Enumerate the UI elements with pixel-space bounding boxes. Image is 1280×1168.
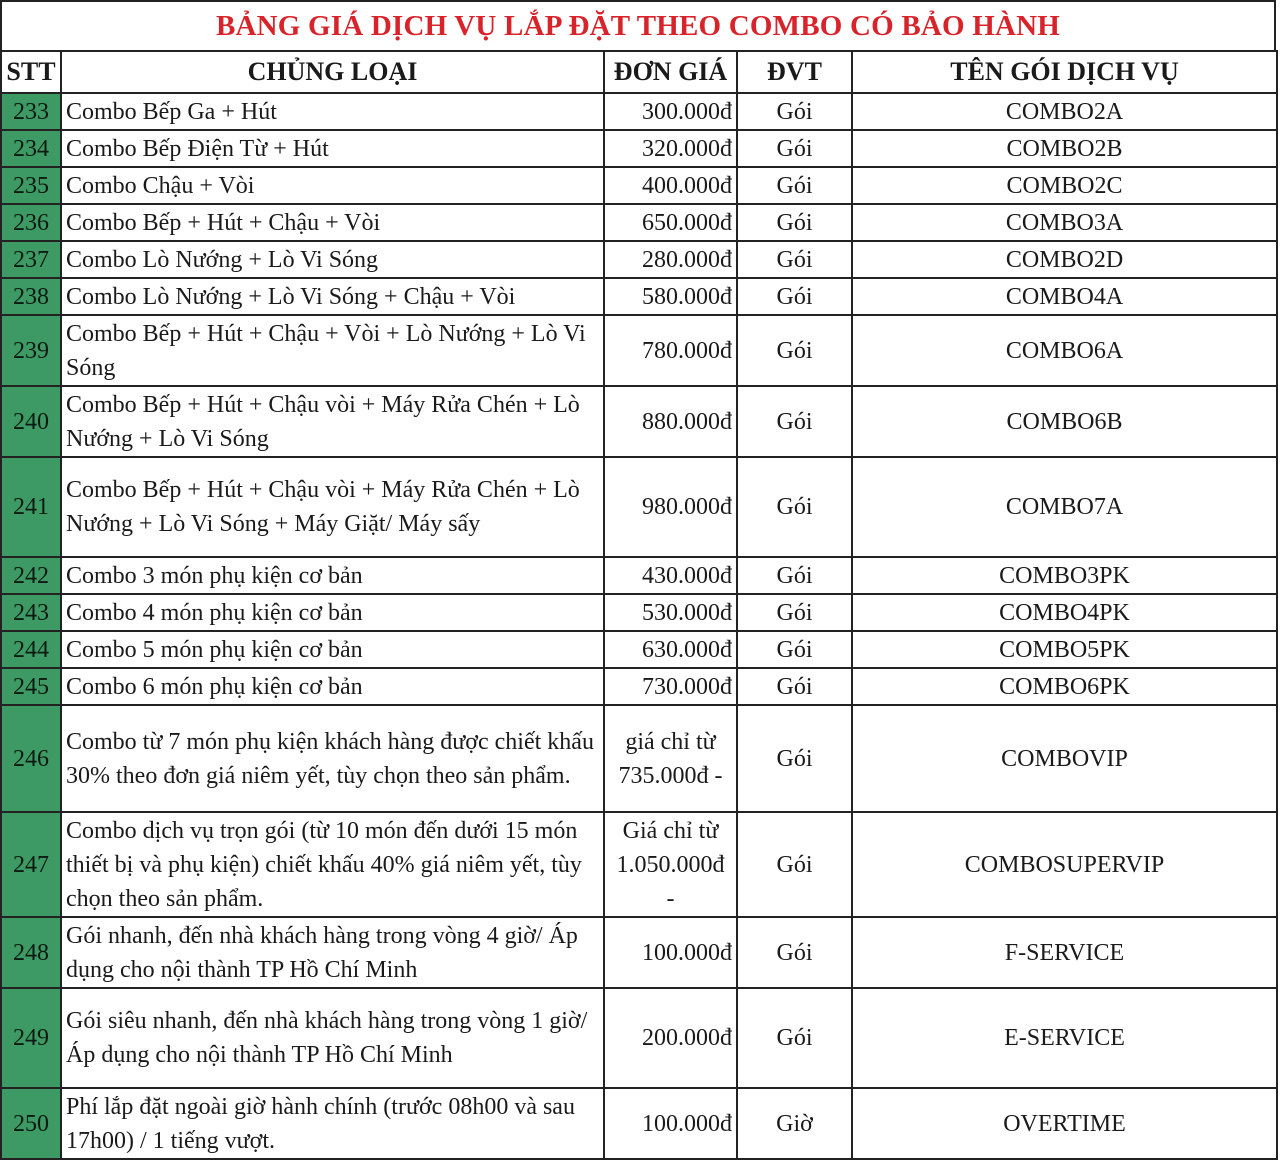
header-unit: ĐVT [737, 51, 852, 93]
row-type: Combo 4 món phụ kiện cơ bản [61, 594, 604, 631]
row-stt: 236 [1, 204, 61, 241]
row-unit: Gói [737, 130, 852, 167]
table-row [1, 315, 1277, 386]
row-unit: Gói [737, 278, 852, 315]
row-price [604, 631, 737, 668]
row-price [604, 93, 737, 130]
price-line: 530.000đ [642, 599, 732, 626]
row-package-code: COMBO4A [852, 278, 1277, 315]
price-table [0, 50, 1278, 1160]
row-type: Combo từ 7 món phụ kiện khách hàng được chiết khấu 30% theo đơn giá niêm yết, tùy chọn theo sản phẩm. [61, 705, 604, 812]
row-type: Combo Bếp Ga + Hút [61, 93, 604, 130]
row-price [604, 167, 737, 204]
table-body [1, 93, 1277, 1159]
table-row [1, 130, 1277, 167]
row-stt: 237 [1, 241, 61, 278]
row-type: Combo Chậu + Vòi [61, 167, 604, 204]
price-line: 580.000đ [642, 283, 732, 310]
row-stt: 247 [1, 812, 61, 917]
row-type: Combo dịch vụ trọn gói (từ 10 món đến dưới 15 món thiết bị và phụ kiện) chiết khấu 40% giá niêm yết, tùy chọn theo sản phẩm. [61, 812, 604, 917]
row-type: Gói nhanh, đến nhà khách hàng trong vòng 4 giờ/ Áp dụng cho nội thành TP Hồ Chí Minh [61, 917, 604, 988]
table-row [1, 668, 1277, 705]
header-row [1, 51, 1277, 93]
price-line: 780.000đ [642, 337, 732, 364]
row-stt: 246 [1, 705, 61, 812]
row-unit: Gói [737, 705, 852, 812]
row-type: Combo Bếp + Hút + Chậu vòi + Máy Rửa Chén + Lò Nướng + Lò Vi Sóng + Máy Giặt/ Máy sấy [61, 457, 604, 557]
row-type: Combo 3 món phụ kiện cơ bản [61, 557, 604, 594]
price-line: 300.000đ [642, 98, 732, 125]
row-type: Phí lắp đặt ngoài giờ hành chính (trước 08h00 và sau 17h00) / 1 tiếng vượt. [61, 1088, 604, 1159]
price-line: giá chỉ từ [625, 728, 716, 755]
row-price [604, 1088, 737, 1159]
header-package: TÊN GÓI DỊCH VỤ [852, 51, 1277, 93]
sheet-title: BẢNG GIÁ DỊCH VỤ LẮP ĐẶT THEO COMBO CÓ BẢO HÀNH [0, 0, 1276, 50]
row-type: Combo Bếp + Hút + Chậu + Vòi [61, 204, 604, 241]
table-row [1, 204, 1277, 241]
row-package-code: COMBO7A [852, 457, 1277, 557]
row-unit: Gói [737, 988, 852, 1088]
header-type: CHỦNG LOẠI [61, 51, 604, 93]
row-package-code: COMBO2D [852, 241, 1277, 278]
row-stt: 238 [1, 278, 61, 315]
row-unit: Gói [737, 386, 852, 457]
row-unit: Gói [737, 917, 852, 988]
table-row [1, 1088, 1277, 1159]
table-row [1, 812, 1277, 917]
price-line: - [666, 885, 675, 912]
row-type: Combo Lò Nướng + Lò Vi Sóng + Chậu + Vòi [61, 278, 604, 315]
price-line: 730.000đ [642, 673, 732, 700]
table-row [1, 167, 1277, 204]
table-row [1, 557, 1277, 594]
table-row [1, 631, 1277, 668]
row-package-code: COMBO6A [852, 315, 1277, 386]
header-stt: STT [1, 51, 61, 93]
price-line: 630.000đ [642, 636, 732, 663]
price-line: 200.000đ [642, 1025, 732, 1051]
row-type: Combo Bếp Điện Từ + Hút [61, 130, 604, 167]
row-price [604, 705, 737, 812]
row-stt: 249 [1, 988, 61, 1088]
row-stt: 243 [1, 594, 61, 631]
row-package-code: E-SERVICE [852, 988, 1277, 1088]
row-stt: 250 [1, 1088, 61, 1159]
row-stt: 233 [1, 93, 61, 130]
row-stt: 240 [1, 386, 61, 457]
row-package-code: COMBO3A [852, 204, 1277, 241]
price-line: 100.000đ [642, 939, 732, 966]
row-type: Combo 5 món phụ kiện cơ bản [61, 631, 604, 668]
price-line: 320.000đ [642, 135, 732, 162]
row-unit: Gói [737, 668, 852, 705]
table-row [1, 386, 1277, 457]
row-type: Gói siêu nhanh, đến nhà khách hàng trong vòng 1 giờ/ Áp dụng cho nội thành TP Hồ Chí Minh [61, 988, 604, 1088]
row-unit: Gói [737, 594, 852, 631]
row-package-code: F-SERVICE [852, 917, 1277, 988]
row-unit: Gói [737, 167, 852, 204]
row-stt: 239 [1, 315, 61, 386]
price-line: 1.050.000đ [616, 851, 725, 878]
row-package-code: COMBOSUPERVIP [852, 812, 1277, 917]
row-stt: 242 [1, 557, 61, 594]
row-price [604, 668, 737, 705]
row-price [604, 812, 737, 917]
row-unit: Gói [737, 631, 852, 668]
price-line: Giá chỉ từ [622, 817, 719, 844]
row-stt: 235 [1, 167, 61, 204]
row-price [604, 278, 737, 315]
row-package-code: COMBO3PK [852, 557, 1277, 594]
row-unit: Gói [737, 93, 852, 130]
price-line: 980.000đ [642, 494, 732, 520]
row-package-code: COMBO5PK [852, 631, 1277, 668]
row-unit: Gói [737, 457, 852, 557]
row-package-code: COMBO4PK [852, 594, 1277, 631]
row-unit: Gói [737, 557, 852, 594]
row-price [604, 594, 737, 631]
row-type: Combo Bếp + Hút + Chậu vòi + Máy Rửa Chén + Lò Nướng + Lò Vi Sóng [61, 386, 604, 457]
table-row [1, 705, 1277, 812]
price-line: 400.000đ [642, 172, 732, 199]
row-stt: 248 [1, 917, 61, 988]
row-unit: Gói [737, 204, 852, 241]
price-line: 650.000đ [642, 209, 732, 236]
row-type: Combo Lò Nướng + Lò Vi Sóng [61, 241, 604, 278]
row-package-code: COMBOVIP [852, 705, 1277, 812]
price-line: 280.000đ [642, 246, 732, 273]
row-price [604, 315, 737, 386]
row-price [604, 386, 737, 457]
row-stt: 244 [1, 631, 61, 668]
row-unit: Gói [737, 812, 852, 917]
row-price [604, 557, 737, 594]
row-unit: Gói [737, 241, 852, 278]
price-line: 430.000đ [642, 562, 732, 589]
table-row [1, 594, 1277, 631]
table-row [1, 988, 1277, 1088]
row-package-code: COMBO2C [852, 167, 1277, 204]
row-package-code: COMBO2A [852, 93, 1277, 130]
row-package-code: OVERTIME [852, 1088, 1277, 1159]
row-type: Combo 6 món phụ kiện cơ bản [61, 668, 604, 705]
row-price [604, 988, 737, 1088]
row-type: Combo Bếp + Hút + Chậu + Vòi + Lò Nướng + Lò Vi Sóng [61, 315, 604, 386]
row-unit: Giờ [737, 1088, 852, 1159]
row-stt: 241 [1, 457, 61, 557]
row-package-code: COMBO6B [852, 386, 1277, 457]
row-price [604, 457, 737, 557]
table-row [1, 241, 1277, 278]
price-line: 735.000đ - [618, 762, 723, 789]
row-price [604, 204, 737, 241]
row-price [604, 917, 737, 988]
row-price [604, 241, 737, 278]
table-row [1, 457, 1277, 557]
table-row [1, 93, 1277, 130]
price-line: 100.000đ [642, 1110, 732, 1137]
row-stt: 245 [1, 668, 61, 705]
row-stt: 234 [1, 130, 61, 167]
row-price [604, 130, 737, 167]
row-unit: Gói [737, 315, 852, 386]
price-line: 880.000đ [642, 408, 732, 435]
row-package-code: COMBO6PK [852, 668, 1277, 705]
header-price: ĐƠN GIÁ [604, 51, 737, 93]
table-row [1, 278, 1277, 315]
row-package-code: COMBO2B [852, 130, 1277, 167]
table-row [1, 917, 1277, 988]
